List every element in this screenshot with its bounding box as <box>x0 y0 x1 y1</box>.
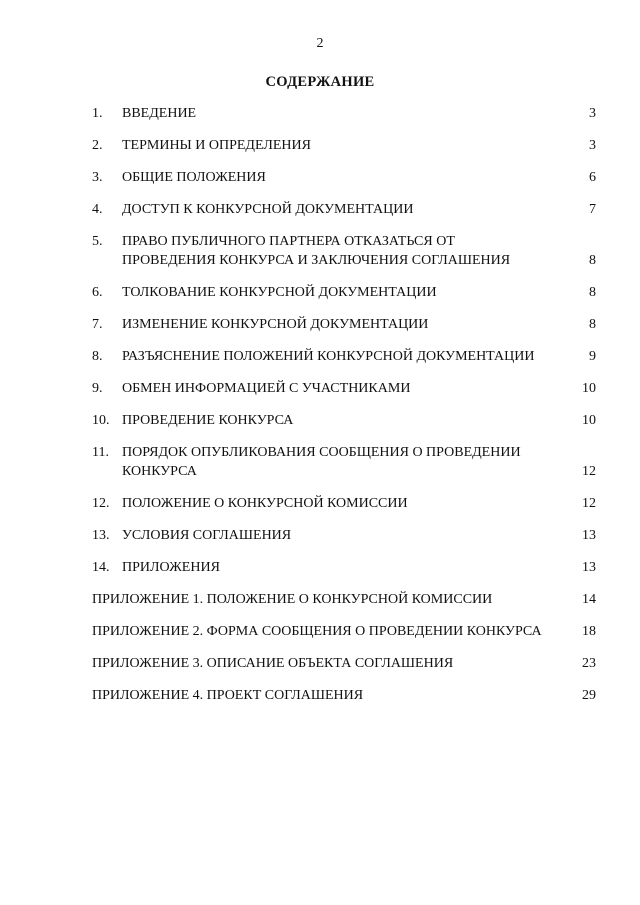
toc-entry-number: 2. <box>92 138 103 153</box>
toc-entry-page: 10 <box>582 413 596 428</box>
toc-entry-title: ПОРЯДОК ОПУБЛИКОВАНИЯ СООБЩЕНИЯ О ПРОВЕДЕНИИ КОНКУРСА <box>122 445 521 479</box>
toc-entry-number: 6. <box>92 285 103 300</box>
toc-entry-title: ПРОВЕДЕНИЕ КОНКУРСА <box>122 413 294 428</box>
toc-entry-page: 8 <box>589 253 596 268</box>
toc-entry-page: 13 <box>582 528 596 543</box>
toc-entry <box>92 558 596 577</box>
toc-entry <box>92 411 596 430</box>
toc-entry-page: 6 <box>589 170 596 185</box>
toc-entry <box>92 200 596 219</box>
toc-appendix-title: ПРИЛОЖЕНИЕ 4. ПРОЕКТ СОГЛАШЕНИЯ <box>92 688 364 703</box>
toc-entry-title: ВВЕДЕНИЕ <box>122 106 197 121</box>
toc-appendix-page: 14 <box>582 592 596 607</box>
toc-entry-page: 8 <box>589 317 596 332</box>
toc-entry-number: 12. <box>92 496 110 511</box>
toc-entry-number: 10. <box>92 413 110 428</box>
toc-entry-number: 8. <box>92 349 103 364</box>
toc-entry <box>92 232 596 270</box>
toc-entry <box>92 494 596 513</box>
toc-entry-page: 8 <box>589 285 596 300</box>
toc-appendix-entry <box>92 686 596 705</box>
toc-entry-title: ДОСТУП К КОНКУРСНОЙ ДОКУМЕНТАЦИИ <box>122 202 414 217</box>
toc-entry-title: ПРИЛОЖЕНИЯ <box>122 560 220 575</box>
toc-entry <box>92 443 596 481</box>
toc-entry-page: 10 <box>582 381 596 396</box>
toc-entry-title: ОБЩИЕ ПОЛОЖЕНИЯ <box>122 170 266 185</box>
toc-entry <box>92 526 596 545</box>
toc-entry-title: ПОЛОЖЕНИЕ О КОНКУРСНОЙ КОМИССИИ <box>122 496 408 511</box>
toc-entry-number: 11. <box>92 445 109 460</box>
toc-appendix-entry <box>92 654 596 673</box>
toc-entry-title: ПРАВО ПУБЛИЧНОГО ПАРТНЕРА ОТКАЗАТЬСЯ ОТ ПРОВЕДЕНИЯ КОНКУРСА И ЗАКЛЮЧЕНИЯ СОГЛАШЕНИЯ <box>122 234 511 268</box>
toc-entry-page: 13 <box>582 560 596 575</box>
toc-appendix-title: ПРИЛОЖЕНИЕ 1. ПОЛОЖЕНИЕ О КОНКУРСНОЙ КОМИССИИ <box>92 592 493 607</box>
toc-entry <box>92 347 596 366</box>
toc-appendix-title: ПРИЛОЖЕНИЕ 3. ОПИСАНИЕ ОБЪЕКТА СОГЛАШЕНИЯ <box>92 656 454 671</box>
toc-entry <box>92 283 596 302</box>
toc-entry-number: 7. <box>92 317 103 332</box>
toc-appendix-page: 23 <box>582 656 596 671</box>
toc-entry <box>92 315 596 334</box>
toc-entry-page: 9 <box>589 349 596 364</box>
toc-appendix-entry <box>92 622 596 641</box>
toc-entry-number: 1. <box>92 106 103 121</box>
toc-entry-title: ОБМЕН ИНФОРМАЦИЕЙ С УЧАСТНИКАМИ <box>122 381 411 396</box>
toc-entry-title: ИЗМЕНЕНИЕ КОНКУРСНОЙ ДОКУМЕНТАЦИИ <box>122 317 429 332</box>
toc-entry-title: ТОЛКОВАНИЕ КОНКУРСНОЙ ДОКУМЕНТАЦИИ <box>122 285 437 300</box>
toc-entry-page: 12 <box>582 496 596 511</box>
page-number: 2 <box>316 36 324 51</box>
toc-entry-title: РАЗЪЯСНЕНИЕ ПОЛОЖЕНИЙ КОНКУРСНОЙ ДОКУМЕНТАЦИИ <box>122 349 535 364</box>
toc-entry-title: УСЛОВИЯ СОГЛАШЕНИЯ <box>122 528 292 543</box>
toc-appendix-page: 18 <box>582 624 596 639</box>
toc-entry-page: 3 <box>589 138 596 153</box>
toc-entry-page: 12 <box>582 464 596 479</box>
toc-appendix-page: 29 <box>582 688 596 703</box>
table-of-contents <box>92 104 596 718</box>
toc-entry-title: ТЕРМИНЫ И ОПРЕДЕЛЕНИЯ <box>122 138 311 153</box>
toc-entry-page: 3 <box>589 106 596 121</box>
toc-entry-number: 9. <box>92 381 103 396</box>
toc-title: СОДЕРЖАНИЕ <box>265 74 375 90</box>
toc-entry-number: 3. <box>92 170 103 185</box>
toc-entry-number: 14. <box>92 560 110 575</box>
toc-entry <box>92 379 596 398</box>
toc-entry-number: 4. <box>92 202 103 217</box>
toc-entry <box>92 136 596 155</box>
toc-entry-number: 5. <box>92 234 103 249</box>
toc-entry-number: 13. <box>92 528 110 543</box>
toc-appendix-title: ПРИЛОЖЕНИЕ 2. ФОРМА СООБЩЕНИЯ О ПРОВЕДЕНИИ КОНКУРСА <box>92 624 542 639</box>
toc-entry <box>92 104 596 123</box>
toc-entry <box>92 168 596 187</box>
toc-entry-page: 7 <box>589 202 596 217</box>
toc-appendix-entry <box>92 590 596 609</box>
